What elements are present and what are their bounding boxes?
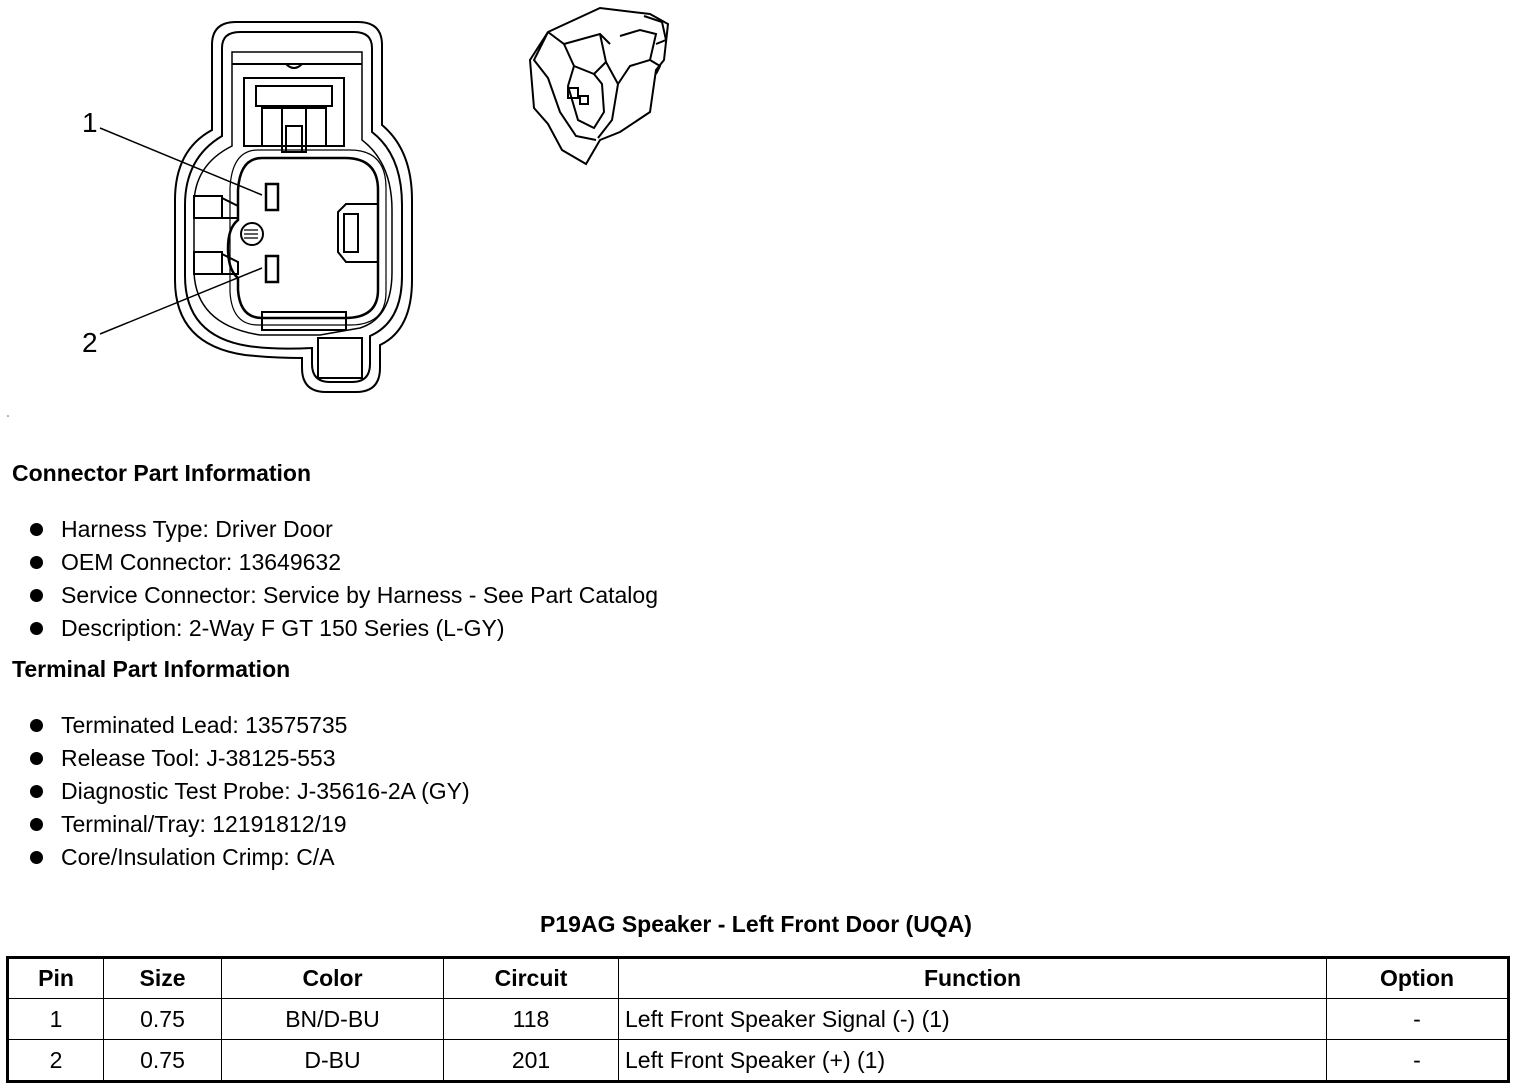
cell-pin: 2	[8, 1040, 104, 1082]
terminal-info-list	[28, 709, 470, 874]
col-header-size: Size	[104, 958, 222, 999]
pin-table-title: P19AG Speaker - Left Front Door (UQA)	[540, 911, 972, 937]
cell-size: 0.75	[104, 1040, 222, 1082]
connector-iso-view	[530, 8, 668, 164]
cell-size: 0.75	[104, 999, 222, 1040]
connector-info-list	[28, 513, 658, 645]
col-header-pin: Pin	[8, 958, 104, 999]
terminal-info-heading: Terminal Part Information	[12, 656, 291, 682]
pin-2-label: 2	[82, 327, 98, 358]
connector-face-view	[175, 22, 412, 392]
cell-function: Left Front Speaker (+) (1)	[619, 1040, 1327, 1082]
col-header-function: Function	[619, 958, 1327, 999]
col-header-circuit: Circuit	[444, 958, 619, 999]
cell-pin: 1	[8, 999, 104, 1040]
list-item: Diagnostic Test Probe: J-35616-2A (GY)	[28, 775, 470, 808]
list-item: Terminated Lead: 13575735	[28, 709, 470, 742]
table-header-row	[8, 958, 1509, 999]
pin-1-label: 1	[82, 107, 98, 138]
cell-color: BN/D-BU	[222, 999, 444, 1040]
table-row	[8, 999, 1509, 1040]
list-item: OEM Connector: 13649632	[28, 546, 658, 579]
col-header-color: Color	[222, 958, 444, 999]
list-item: Service Connector: Service by Harness - See Part Catalog	[28, 579, 658, 612]
list-item: Core/Insulation Crimp: C/A	[28, 841, 470, 874]
cell-circuit: 201	[444, 1040, 619, 1082]
cell-option: -	[1327, 1040, 1509, 1082]
list-item: Harness Type: Driver Door	[28, 513, 658, 546]
list-item: Terminal/Tray: 12191812/19	[28, 808, 470, 841]
list-item: Description: 2-Way F GT 150 Series (L-GY)	[28, 612, 658, 645]
connector-diagram	[0, 0, 700, 420]
col-header-option: Option	[1327, 958, 1509, 999]
list-item: Release Tool: J-38125-553	[28, 742, 470, 775]
cell-function: Left Front Speaker Signal (-) (1)	[619, 999, 1327, 1040]
pin-table	[6, 956, 1510, 1083]
cell-option: -	[1327, 999, 1509, 1040]
table-row	[8, 1040, 1509, 1082]
connector-info-heading: Connector Part Information	[12, 460, 312, 486]
cell-circuit: 118	[444, 999, 619, 1040]
cell-color: D-BU	[222, 1040, 444, 1082]
